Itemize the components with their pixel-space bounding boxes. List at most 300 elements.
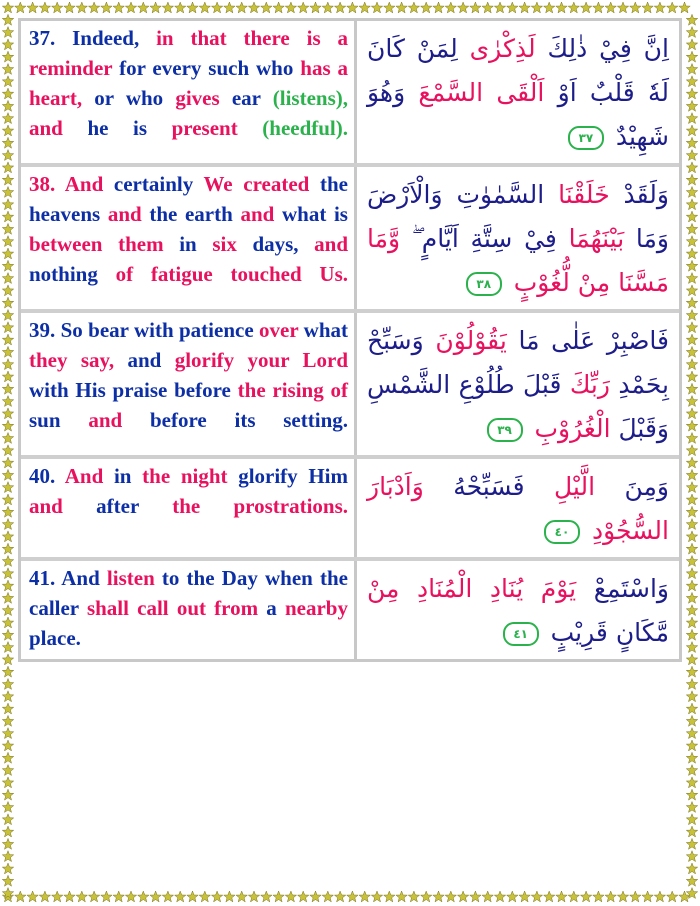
translation-segment: and: [29, 494, 97, 518]
star-icon: [2, 371, 13, 382]
star-icon: [273, 891, 284, 902]
star-icon: [494, 891, 505, 902]
star-icon: [686, 64, 697, 75]
translation-segment: in: [113, 464, 143, 488]
star-icon: [2, 76, 13, 87]
star-icon: [686, 728, 697, 739]
star-icon: [27, 2, 38, 13]
star-icon: [2, 223, 13, 234]
star-icon: [686, 100, 697, 111]
star-icon: [52, 891, 63, 902]
star-icon: [686, 494, 697, 505]
star-icon: [686, 285, 697, 296]
star-icon: [686, 27, 697, 38]
star-icon: [113, 891, 124, 902]
arabic-segment: مَّكَانٍ قَرِيْبٍ: [550, 618, 669, 647]
star-icon: [2, 211, 13, 222]
star-icon: [2, 273, 13, 284]
star-icon: [2, 14, 13, 25]
translation-segment: glorify your Lord: [174, 348, 348, 372]
star-icon: [2, 150, 13, 161]
arabic-segment: وَاسْتَمِعْ: [576, 574, 669, 603]
star-icon: [2, 740, 13, 751]
star-icon: [2, 891, 13, 902]
star-icon: [76, 2, 87, 13]
star-icon: [347, 2, 358, 13]
star-icon: [113, 2, 124, 13]
star-icon: [2, 605, 13, 616]
star-icon: [482, 2, 493, 13]
star-icon: [2, 556, 13, 567]
translation-segment: 41. And: [29, 566, 107, 590]
star-icon: [2, 838, 13, 849]
arabic-segment: وَلَقَدْ: [609, 180, 669, 209]
translation-segment: And: [64, 464, 114, 488]
star-icon: [88, 891, 99, 902]
star-icon: [2, 187, 13, 198]
star-icon: [686, 642, 697, 653]
star-icon: [593, 891, 604, 902]
arabic-segment: السَّمٰوٰتِ وَالْاَرْضَ وَمَا: [367, 180, 669, 253]
star-icon: [507, 891, 518, 902]
star-icon: [2, 125, 13, 136]
star-icon: [2, 654, 13, 665]
star-icon: [2, 531, 13, 542]
translation-segment: nothing: [29, 262, 116, 286]
translation-segment: after: [96, 494, 173, 518]
star-icon: [15, 2, 26, 13]
translation-segment: between them: [29, 232, 180, 256]
arabic-segment: قَبْلَ طُلُوْعِ الشَّمْسِ وَقَبْلَ: [367, 370, 669, 443]
star-icon: [686, 371, 697, 382]
star-icon: [224, 891, 235, 902]
star-icon: [457, 891, 468, 902]
star-icon: [421, 2, 432, 13]
verse-row: [21, 459, 679, 561]
star-icon: [642, 2, 653, 13]
star-icon: [384, 2, 395, 13]
arabic-segment: لِمَنْ كَانَ لَهٗ قَلْبٌ اَوْ: [367, 34, 669, 107]
arabic-segment: الْغُرُوْبِ: [534, 414, 611, 443]
star-icon: [686, 802, 697, 813]
translation-segment: and: [314, 232, 349, 256]
arabic-segment: الَّيْلِ: [524, 472, 596, 501]
star-icon: [261, 2, 272, 13]
star-icon: [686, 789, 697, 800]
star-icon: [2, 691, 13, 702]
star-icon: [2, 334, 13, 345]
star-icon: [686, 88, 697, 99]
star-icon: [686, 383, 697, 394]
star-icon: [408, 2, 419, 13]
star-icon: [2, 359, 13, 370]
star-icon: [236, 2, 247, 13]
star-icon: [686, 543, 697, 554]
star-icon: [686, 740, 697, 751]
translation-segment: for every such who: [119, 56, 301, 80]
star-icon: [667, 2, 678, 13]
star-icon: [2, 666, 13, 677]
star-icon: [187, 891, 198, 902]
star-icon: [150, 2, 161, 13]
star-icon: [686, 433, 697, 444]
star-icon: [39, 891, 50, 902]
translation-cell: [21, 459, 357, 557]
star-icon: [630, 891, 641, 902]
star-icon: [199, 891, 210, 902]
star-icon: [686, 765, 697, 776]
star-icon: [298, 891, 309, 902]
star-icon: [2, 297, 13, 308]
star-icon: [686, 51, 697, 62]
star-icon: [125, 891, 136, 902]
star-icon: [686, 125, 697, 136]
star-icon: [334, 2, 345, 13]
star-icon: [531, 2, 542, 13]
arabic-cell: [357, 459, 679, 557]
translation-segment: and: [29, 116, 88, 140]
arabic-segment: فِيْ سِتَّةِ اَيَّامٍ: [411, 224, 557, 253]
translation-segment: a: [266, 596, 285, 620]
arabic-segment: فَسَبِّحْهُ: [423, 472, 525, 501]
star-icon: [642, 891, 653, 902]
star-icon: [686, 223, 697, 234]
star-icon: [2, 642, 13, 653]
translation-segment: certainly: [113, 172, 204, 196]
star-icon: [686, 297, 697, 308]
star-icon: [686, 310, 697, 321]
translation-segment: what: [303, 318, 348, 342]
star-icon: [384, 891, 395, 902]
translation-segment: and: [240, 202, 282, 226]
star-icon: [686, 826, 697, 837]
star-icon: [2, 2, 13, 13]
star-icon: [686, 76, 697, 87]
star-icon: [686, 531, 697, 542]
translation-segment: sun: [29, 408, 89, 432]
translation-segment: ear: [231, 86, 273, 110]
star-icon: [2, 174, 13, 185]
star-icon: [686, 519, 697, 530]
translation-segment: listen: [106, 566, 162, 590]
translation-segment: glorify Him: [238, 464, 349, 488]
star-icon: [507, 2, 518, 13]
star-icon: [605, 891, 616, 902]
star-icon: [224, 2, 235, 13]
star-icon: [2, 137, 13, 148]
star-icon: [2, 39, 13, 50]
star-icon: [273, 2, 284, 13]
star-icon: [686, 162, 697, 173]
star-icon: [2, 888, 13, 899]
star-icon: [686, 617, 697, 628]
star-icon: [2, 703, 13, 714]
star-icon: [2, 752, 13, 763]
arabic-segment: بَيْنَهُمَا: [556, 224, 625, 253]
star-icon: [482, 891, 493, 902]
star-icon: [2, 814, 13, 825]
translation-segment: has a heart,: [29, 56, 349, 110]
star-icon: [162, 2, 173, 13]
arabic-segment: اَلْقَى السَّمْعَ: [405, 78, 545, 107]
star-icon: [2, 199, 13, 210]
star-icon: [630, 2, 641, 13]
arabic-segment: الْمُنَادِ مِنْ: [367, 574, 473, 603]
star-icon: [199, 2, 210, 13]
star-icon: [347, 891, 358, 902]
star-icon: [2, 617, 13, 628]
star-icon: [248, 891, 259, 902]
translation-segment: to the Day when the caller: [29, 566, 348, 620]
star-icon: [2, 162, 13, 173]
star-icon: [2, 248, 13, 259]
star-icon: [421, 891, 432, 902]
star-icon: [686, 654, 697, 665]
star-icon: [2, 543, 13, 554]
verse-end-marker-icon: ٣٨: [466, 272, 502, 296]
star-icon: [2, 260, 13, 271]
star-icon: [2, 506, 13, 517]
star-icon: [580, 2, 591, 13]
translation-segment: he is: [87, 116, 172, 140]
star-icon: [2, 100, 13, 111]
star-icon: [686, 113, 697, 124]
star-icon: [2, 728, 13, 739]
star-icon: [519, 2, 530, 13]
star-icon: [686, 580, 697, 591]
star-icon: [2, 494, 13, 505]
star-icon: [211, 2, 222, 13]
arabic-segment: يَوْمَ يُنَادِ: [472, 574, 577, 603]
arabic-segment: وَاَدْبَارَ السُّجُوْدِ: [367, 472, 669, 545]
star-icon: [2, 64, 13, 75]
star-icon: [686, 863, 697, 874]
star-icon: [310, 2, 321, 13]
star-icon: [686, 248, 697, 259]
star-icon: [686, 150, 697, 161]
verse-row: [21, 167, 679, 313]
star-icon: [580, 891, 591, 902]
star-icon: [175, 2, 186, 13]
star-icon: [686, 605, 697, 616]
star-icon: [236, 891, 247, 902]
translation-segment: shall call out from: [86, 596, 267, 620]
arabic-segment: خَلَقْنَا: [544, 180, 610, 209]
star-icon: [322, 891, 333, 902]
star-icon: [150, 891, 161, 902]
translation-segment: (heedful).: [262, 116, 349, 140]
arabic-cell: [357, 21, 679, 163]
star-icon: [519, 891, 530, 902]
star-icon: [686, 691, 697, 702]
star-icon: [125, 2, 136, 13]
translation-segment: and: [127, 348, 175, 372]
star-icon: [2, 236, 13, 247]
star-icon: [298, 2, 309, 13]
translation-segment: (listens),: [272, 86, 348, 110]
arabic-segment: لَذِكْرٰى: [457, 34, 536, 63]
star-icon: [2, 789, 13, 800]
star-icon: [371, 2, 382, 13]
star-icon: [686, 322, 697, 333]
star-icon: [433, 891, 444, 902]
translation-segment: We created: [203, 172, 320, 196]
star-icon: [2, 802, 13, 813]
star-icon: [211, 891, 222, 902]
translation-segment: nearby: [284, 596, 348, 620]
translation-segment: 38.: [29, 172, 65, 196]
star-icon: [2, 592, 13, 603]
star-icon: [686, 469, 697, 480]
arabic-segment: وَسَبِّحْ بِحَمْدِ: [367, 326, 669, 399]
star-icon: [686, 14, 697, 25]
star-icon: [2, 396, 13, 407]
verse-end-marker-icon: ٤١: [503, 622, 539, 646]
star-icon: [15, 891, 26, 902]
star-icon: [686, 199, 697, 210]
verse-table: [18, 18, 682, 662]
star-icon: [686, 838, 697, 849]
star-icon: [39, 2, 50, 13]
star-icon: [686, 457, 697, 468]
star-icon: [2, 408, 13, 419]
arabic-segment: يَقُوْلُوْنَ: [423, 326, 507, 355]
translation-segment: present: [171, 116, 263, 140]
star-icon: [686, 752, 697, 763]
arabic-segment: عَلٰى مَا: [506, 326, 596, 355]
star-icon: [2, 629, 13, 640]
verse-row: [21, 21, 679, 167]
star-icon: [138, 2, 149, 13]
star-icon: [544, 2, 555, 13]
star-icon: [2, 469, 13, 480]
translation-segment: of fatigue touched Us.: [115, 262, 348, 286]
star-icon: [27, 891, 38, 902]
verse-row: [21, 561, 679, 659]
star-icon: [568, 891, 579, 902]
star-icon: [494, 2, 505, 13]
star-icon: [2, 777, 13, 788]
star-icon: [101, 891, 112, 902]
star-icon: [52, 2, 63, 13]
translation-segment: gives: [175, 86, 232, 110]
star-icon: [175, 891, 186, 902]
star-icon: [2, 420, 13, 431]
star-icon: [686, 273, 697, 284]
star-icon: [686, 592, 697, 603]
star-icon: [248, 2, 259, 13]
star-icon: [654, 2, 665, 13]
star-icon: [679, 891, 690, 902]
star-icon: [686, 346, 697, 357]
translation-segment: six: [212, 232, 253, 256]
arabic-segment: وَهُوَ شَهِيْدٌ: [367, 78, 669, 151]
star-icon: [359, 891, 370, 902]
verse-row: [21, 313, 679, 459]
star-icon: [2, 310, 13, 321]
verse-end-marker-icon: ٣٧: [568, 126, 604, 150]
star-icon: [2, 580, 13, 591]
star-icon: [686, 359, 697, 370]
star-icon: [686, 260, 697, 271]
star-icon: [457, 2, 468, 13]
star-icon: [2, 433, 13, 444]
star-icon: [686, 629, 697, 640]
star-icon: [2, 875, 13, 886]
star-icon: [445, 891, 456, 902]
translation-cell: [21, 561, 357, 659]
star-icon: [617, 891, 628, 902]
star-icon: [686, 814, 697, 825]
star-icon: [556, 891, 567, 902]
translation-segment: before its setting.: [149, 408, 349, 432]
star-icon: [2, 851, 13, 862]
star-icon: [2, 568, 13, 579]
star-icon: [686, 679, 697, 690]
star-icon: [2, 27, 13, 38]
star-icon: [64, 891, 75, 902]
translation-segment: the prostrations.: [172, 494, 349, 518]
translation-segment: or who: [94, 86, 176, 110]
star-icon: [686, 482, 697, 493]
star-icon: [686, 408, 697, 419]
star-icon: [261, 891, 272, 902]
translation-segment: in that there is a reminder: [29, 26, 348, 80]
star-icon: [679, 2, 690, 13]
star-icon: [2, 445, 13, 456]
star-icon: [76, 891, 87, 902]
star-icon: [617, 2, 628, 13]
arabic-cell: [357, 313, 679, 455]
arabic-segment: ۖ وَّمَا مَسَّنَا مِنْ لُّغُوْبٍ: [367, 224, 669, 297]
translation-segment: And: [64, 172, 114, 196]
translation-cell: [21, 21, 357, 163]
star-icon: [64, 2, 75, 13]
star-icon: [686, 875, 697, 886]
star-icon: [686, 420, 697, 431]
translation-segment: over: [259, 318, 304, 342]
star-icon: [686, 568, 697, 579]
star-icon: [2, 322, 13, 333]
translation-segment: 37. Indeed,: [29, 26, 157, 50]
star-icon: [408, 891, 419, 902]
translation-segment: with His praise before: [29, 378, 238, 402]
star-icon: [686, 445, 697, 456]
star-icon: [88, 2, 99, 13]
star-icon: [396, 891, 407, 902]
star-icon: [568, 2, 579, 13]
translation-segment: in: [179, 232, 213, 256]
star-icon: [2, 51, 13, 62]
arabic-segment: اِنَّ فِيْ ذٰلِكَ: [535, 34, 669, 63]
arabic-cell: [357, 167, 679, 309]
star-icon: [322, 2, 333, 13]
star-icon: [396, 2, 407, 13]
star-icon: [470, 891, 481, 902]
translation-segment: the rising of: [237, 378, 348, 402]
star-icon: [2, 519, 13, 530]
star-icon: [187, 2, 198, 13]
star-icon: [686, 666, 697, 677]
star-icon: [686, 39, 697, 50]
star-icon: [2, 346, 13, 357]
star-icon: [2, 88, 13, 99]
star-icon: [359, 2, 370, 13]
verse-end-marker-icon: ٤٠: [544, 520, 580, 544]
arabic-cell: [357, 561, 679, 659]
translation-segment: what is: [281, 202, 348, 226]
star-icon: [686, 236, 697, 247]
